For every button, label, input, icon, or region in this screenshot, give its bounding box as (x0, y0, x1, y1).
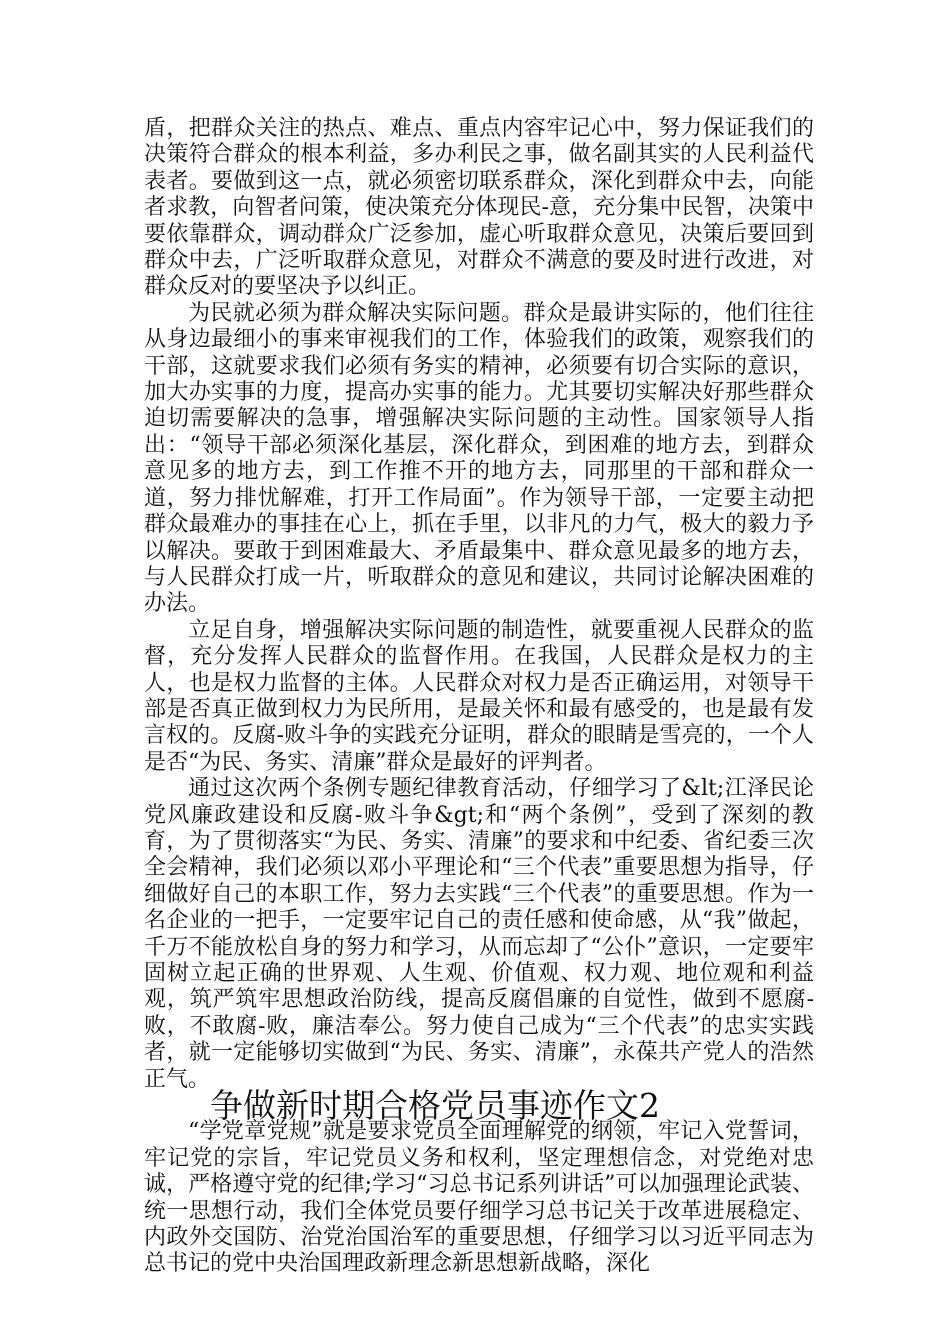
paragraph-supervision: 立足自身，增强解决实际问题的制造性，就要重视人民群众的监督，充分发挥人民群众的监督作用。在我国，人民群众是权力的主人，也是权力监督的主体。人民群众对权力是否正确运用，对领导干部是否真正做到权力为民所用，是最关怀和最有感受的，也是最有发言权的。反腐-败斗争的实践充分证明，群众的眼睛是雪亮的，一个人是否“为民、务实、清廉”群众是最好的评判者。 (144, 617, 814, 775)
paragraph-party-rules: “学党章党规”就是要求党员全面理解党的纲领，牢记入党誓词，牢记党的宗旨，牢记党员义务和权利，坚定理想信念，对党绝对忠诚，严格遵守党的纪律;学习“习总书记系列讲话”可以加强理论武装、统一思想行动，我们全体党员要仔细学习总书记关于改革进展稳定、内政外交国防、治党治国治军的重要思想，仔细学习以习近平同志为总书记的党中央治国理政新理念新思想新战略，深化 (144, 1119, 814, 1277)
paragraph-education-activity: 通过这次两个条例专题纪律教育活动，仔细学习了&lt;江泽民论党风廉政建设和反腐-败斗争&gt;和“两个条例”，受到了深刻的教育，为了贯彻落实“为民、务实、清廉”的要求和中纪委、省纪委三次全会精神，我们必须以邓小平理论和“三个代表”重要思想为指导，仔细做好自己的本职工作，努力去实践“三个代表”的重要思想。作为一名企业的一把手，一定要牢记自己的责任感和使命感，从“我”做起，千万不能放松自身的努力和学习，从而忘却了“公仆”意识，一定要牢固树立起正确的世界观、人生观、价值观、权力观、地位观和利益观，筑严筑牢思想政治防线，提高反腐倡廉的自觉性，做到不愿腐-败，不敢腐-败，廉洁奉公。努力使自己成为“三个代表”的忠实实践者，就一定能够切实做到“为民、务实、清廉”，永葆共产党人的浩然正气。 (144, 776, 814, 1092)
document-page (144, 116, 814, 1278)
paragraph-continued: 盾，把群众关注的热点、难点、重点内容牢记心中，努力保证我们的决策符合群众的根本利益，多办利民之事，做名副其实的人民利益代表者。要做到这一点，就必须密切联系群众，深化到群众中去，向能者求教，向智者问策，使决策充分体现民-意，充分集中民智，决策中要依靠群众，调动群众广泛参加，虚心听取群众意见，决策后要回到群众中去，广泛听取群众意见，对群众不满意的要及时进行改进，对群众反对的要坚决予以纠正。 (144, 116, 814, 300)
section-title: 争做新时期合格党员事迹作文2 (210, 1086, 660, 1126)
paragraph-solve-problems: 为民就必须为群众解决实际问题。群众是最讲实际的，他们往往从身边最细小的事来审视我们的工作，体验我们的政策，观察我们的干部，这就要求我们必须有务实的精神，必须要有切合实际的意识，加大办实事的力度，提高办实事的能力。尤其要切实解决好那些群众迫切需要解决的急事，增强解决实际问题的主动性。国家领导人指出：“领导干部必须深化基层，深化群众，到困难的地方去，到群众意见多的地方去，到工作推不开的地方去，同那里的干部和群众一道，努力排忧解难，打开工作局面”。作为领导干部，一定要主动把群众最难办的事挂在心上，抓在手里，以非凡的力气，极大的毅力予以解决。要敢于到困难最大、矛盾最集中、群众意见最多的地方去，与人民群众打成一片，听取群众的意见和建议，共同讨论解决困难的办法。 (144, 300, 814, 617)
